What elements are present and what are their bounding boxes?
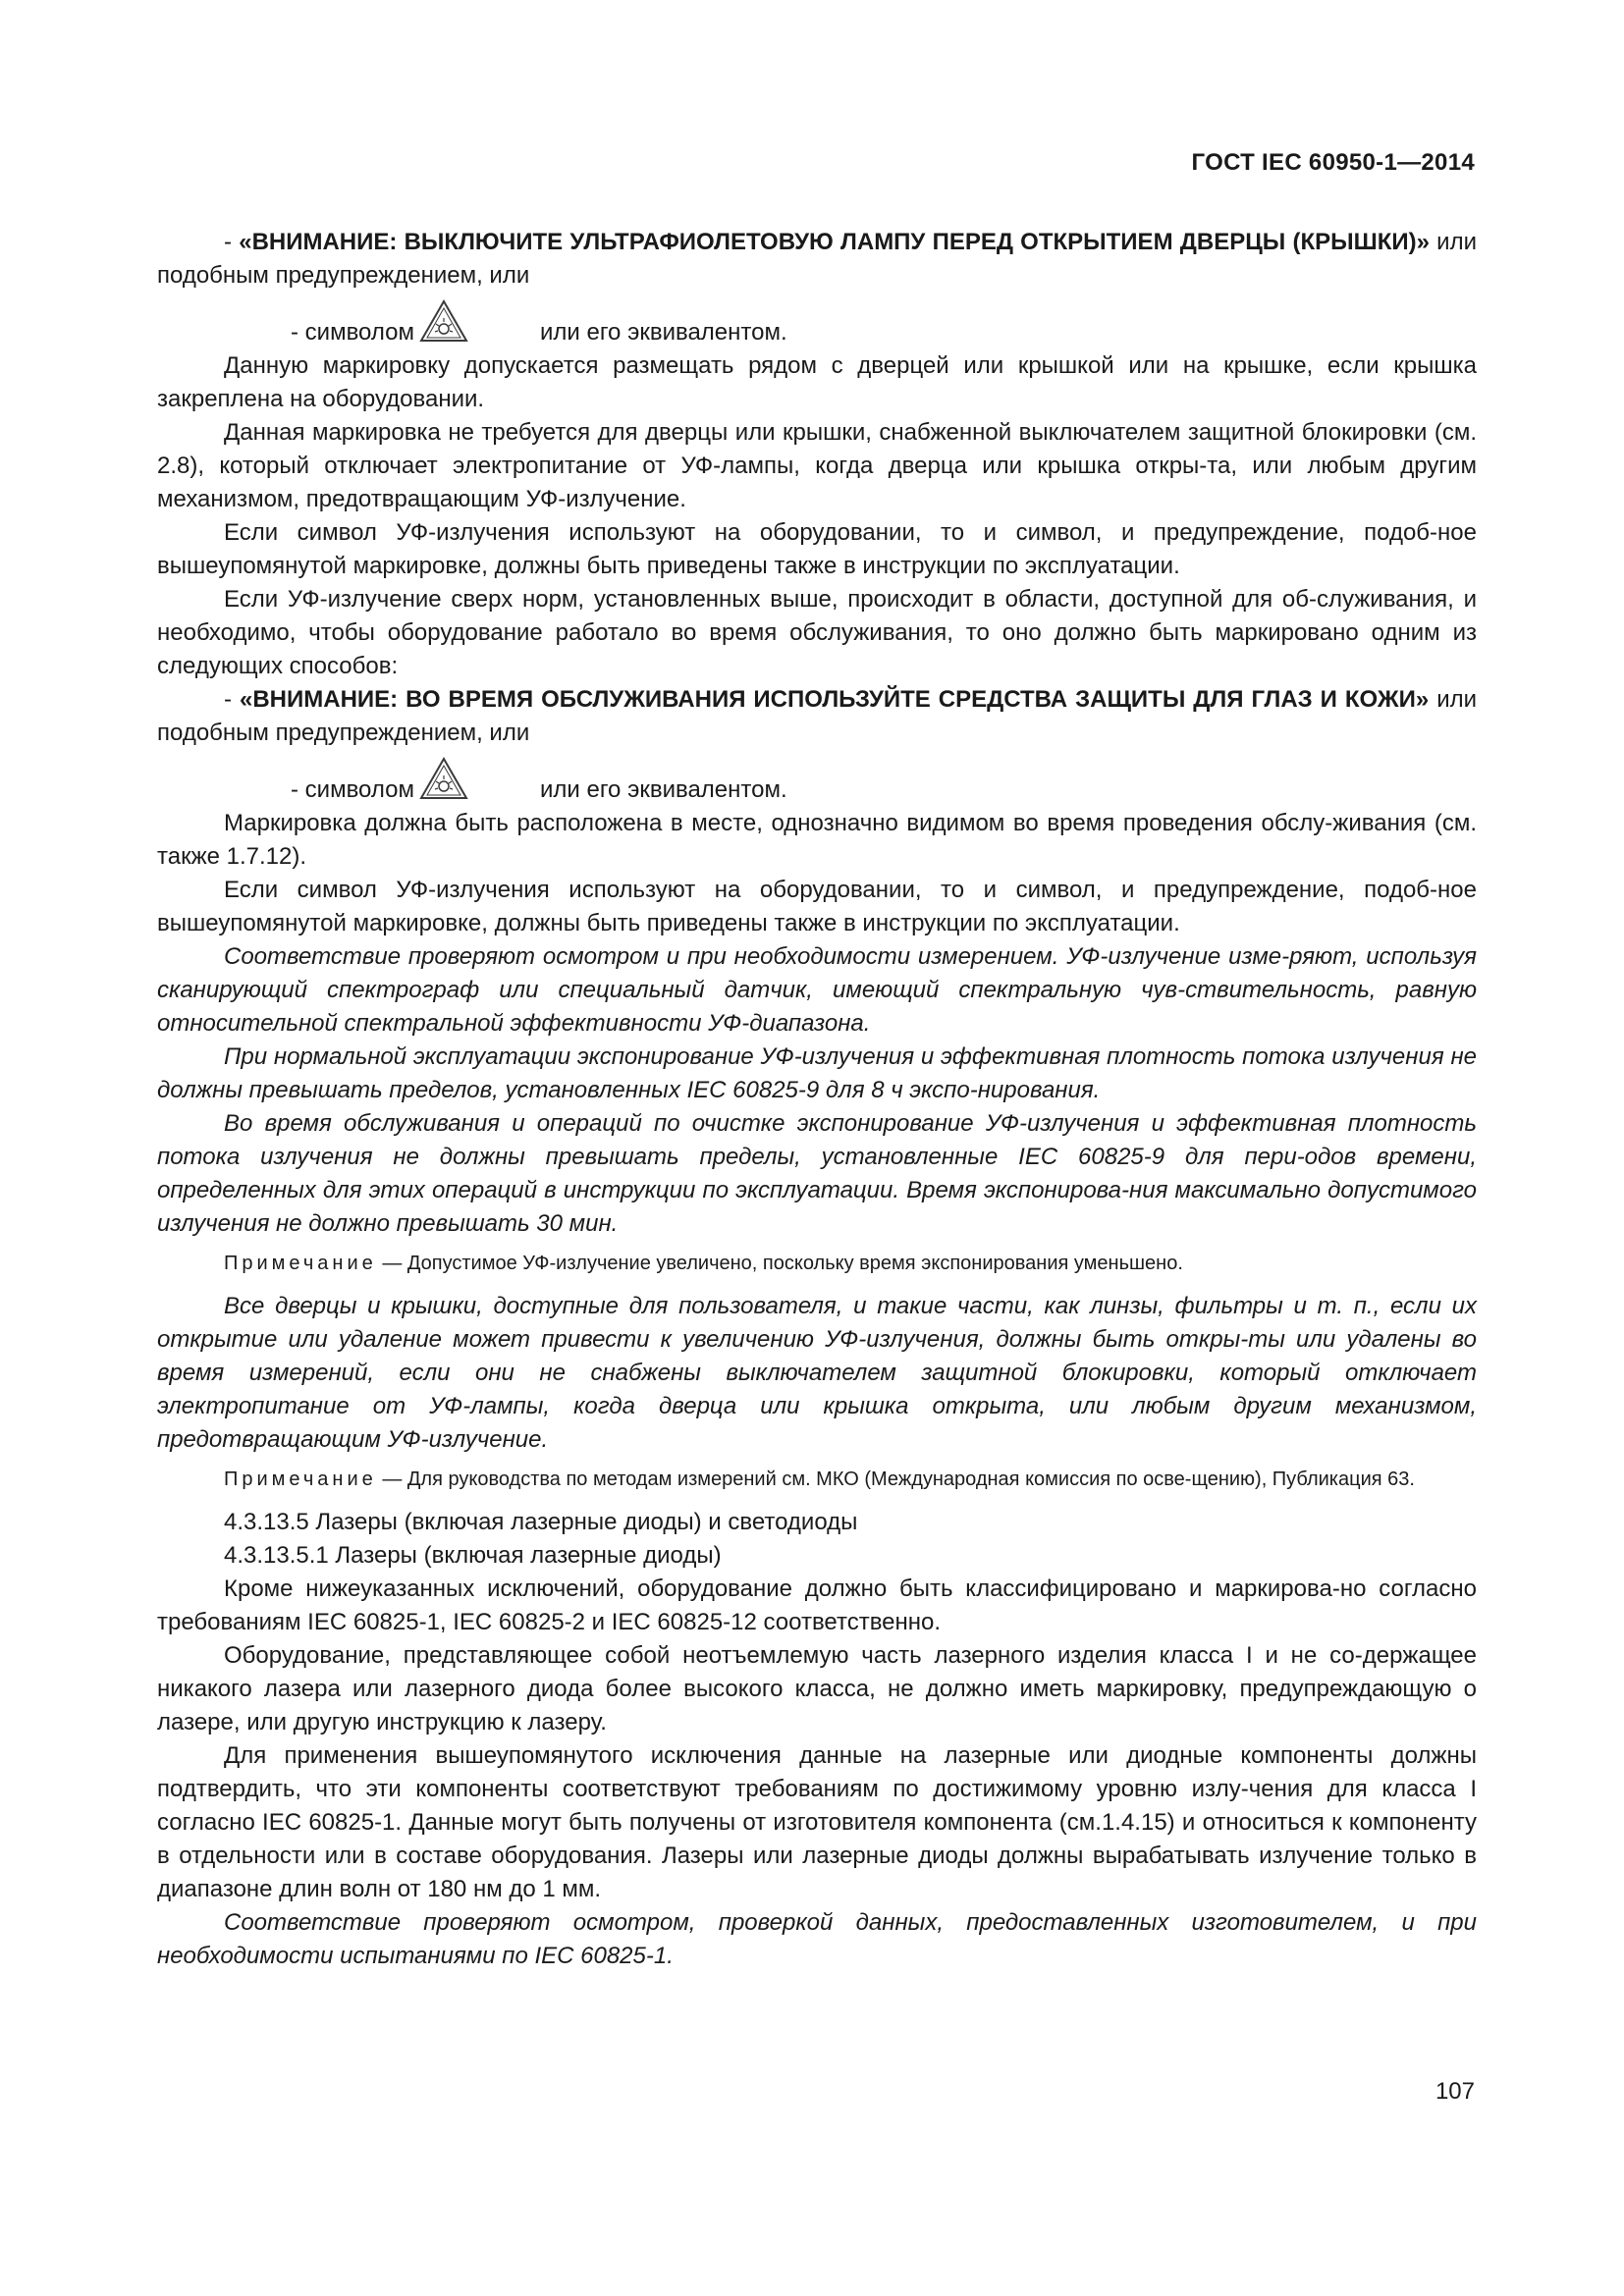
warning-text-lamp: «ВНИМАНИЕ: ВЫКЛЮЧИТЕ УЛЬТРАФИОЛЕТОВУЮ ЛАМПУ ПЕРЕД ОТКРЫТИЕМ ДВЕРЦЫ (КРЫШКИ)» xyxy=(239,229,1430,255)
paragraph-15: Кроме нижеуказанных исключений, оборудование должно быть классифицировано и маркирова-но согласно требованиям IEC 60825-1, IEC 60825-2 и IEC 60825-12 соответственно. xyxy=(157,1575,1477,1635)
paragraph-service-exposure: Во время обслуживания и операций по очистке экспонирование УФ-излучения и эффективная плотность потока излучения не должны превышать пределы, установленные IEC 60825-9 для пери-одов времени, определенных для этих операций в инструкции по эксплуатации. Время экспонирова-ния максимально допустимого излучения не должно превышать 30 мин. xyxy=(157,1110,1477,1237)
paragraph-7: Маркировка должна быть расположена в месте, однозначно видимом во время проведения обслу-живания (см. также 1.7.12). xyxy=(157,810,1477,870)
paragraph-3: Данная маркировка не требуется для дверцы или крышки, снабженной выключателем защитной блокировки (см. 2.8), который отключает электропитание от УФ-лампы, когда дверца или крышка откры-та, или любым другим механизмом, предотвращающим УФ-излучение. xyxy=(157,419,1477,512)
paragraph-normal-operation: При нормальной эксплуатации экспонирование УФ-излучения и эффективная плотность потока излучения не должны превышать пределов, установленных IEC 60825-9 для 8 ч экспо-нирования. xyxy=(157,1043,1477,1103)
paragraph-16: Оборудование, представляющее собой неотъемлемую часть лазерного изделия класса I и не со-держащее никакого лазера или лазерного диода более высокого класса, не должно иметь маркировку, предупреждающую о лазере, или другую инструкцию к лазеру. xyxy=(157,1642,1477,1735)
paragraph-compliance-1: Соответствие проверяют осмотром и при необходимости измерением. УФ-излучение изме-ряют, используя сканирующий спектрограф или специальный датчик, имеющий спектральную чув-ствительность, равную относительной спектральной эффективности УФ-диапазона. xyxy=(157,943,1477,1037)
paragraph-8: Если символ УФ-излучения используют на оборудовании, то и символ, и предупреждение, подоб-ное вышеупомянутой маркировке, должны быть приведены также в инструкции по эксплуатации. xyxy=(157,877,1477,936)
section-heading-lasers: 4.3.13.5.1 Лазеры (включая лазерные диоды) xyxy=(224,1542,722,1569)
paragraph-warning-lamp: - «ВНИМАНИЕ: ВЫКЛЮЧИТЕ УЛЬТРАФИОЛЕТОВУЮ ЛАМПУ ПЕРЕД ОТКРЫТИЕМ ДВЕРЦЫ (КРЫШКИ)» или подобным предупреждением, или xyxy=(157,229,1478,289)
uv-warning-triangle-icon xyxy=(418,756,469,801)
warning-text-protection: «ВНИМАНИЕ: ВО ВРЕМЯ ОБСЛУЖИВАНИЯ ИСПОЛЬЗУЙТЕ СРЕДСТВА ЗАЩИТЫ ДЛЯ ГЛАЗ И КОЖИ» xyxy=(239,686,1430,713)
paragraph-2: Данную маркировку допускается размещать рядом с дверцей или крышкой или на крышке, если крышка закреплена на оборудовании. xyxy=(157,352,1477,412)
paragraph-4: Если символ УФ-излучения используют на оборудовании, то и символ, и предупреждение, подоб-ное вышеупомянутой маркировке, должны быть приведены также в инструкции по эксплуатации. xyxy=(157,519,1477,579)
paragraph-warning-protection: - «ВНИМАНИЕ: ВО ВРЕМЯ ОБСЛУЖИВАНИЯ ИСПОЛЬЗУЙТЕ СРЕДСТВА ЗАЩИТЫ ДЛЯ ГЛАЗ И КОЖИ» или подобным предупреждением, или xyxy=(157,686,1478,746)
symbol-line-1: - символом или его эквивалентом. xyxy=(157,293,1477,349)
paragraph-compliance-2: Соответствие проверяют осмотром, проверкой данных, предоставленных изготовителем, и при необходимости испытаниями по IEC 60825-1. xyxy=(157,1909,1477,1969)
symbol-line-2: - символом или его эквивалентом. xyxy=(157,750,1477,807)
section-heading-lasers-leds: 4.3.13.5 Лазеры (включая лазерные диоды) и светодиоды xyxy=(224,1509,858,1535)
paragraph-doors-covers: Все дверцы и крышки, доступные для пользователя, и такие части, как линзы, фильтры и т. п., если их открытие или удаление может привести к увеличению УФ-излучения, должны быть откры-ты или удалены во время измерений, если они не снабжены выключателем защитной блокировки, который отключает электропитание от УФ-лампы, когда дверца или крышка открыта, или любым другим механизмом, предотвращающим УФ-излучение. xyxy=(157,1293,1477,1453)
document-code: ГОСТ IEC 60950-1—2014 xyxy=(1191,149,1475,176)
note-2: Примечание — Для руководства по методам измерений см. МКО (Международная комиссия по осве-щению), Публикация 63. xyxy=(224,1468,1415,1490)
paragraph-17: Для применения вышеупомянутого исключения данные на лазерные или диодные компоненты должны подтвердить, что эти компоненты соответствуют требованиям по достижимому уровню излу-чения для класса I согласно IEC 60825-1. Данные могут быть получены от изготовителя компонента (см.1.4.15) и относиться к компоненту в отдельности или в составе оборудования. Лазеры или лазерные диоды должны вырабатывать излучение только в диапазоне длин волн от 180 нм до 1 мм. xyxy=(157,1742,1477,1902)
paragraph-5: Если УФ-излучение сверх норм, установленных выше, происходит в области, доступной для об-служивания, и необходимо, чтобы оборудование работало во время обслуживания, то оно должно быть маркировано одним из следующих способов: xyxy=(157,586,1477,679)
uv-warning-triangle-icon xyxy=(418,298,469,344)
note-1: Примечание — Допустимое УФ-излучение увеличено, поскольку время экспонирования уменьшено. xyxy=(224,1253,1183,1274)
page-number: 107 xyxy=(1435,2078,1475,2105)
document-body xyxy=(157,226,1477,1973)
